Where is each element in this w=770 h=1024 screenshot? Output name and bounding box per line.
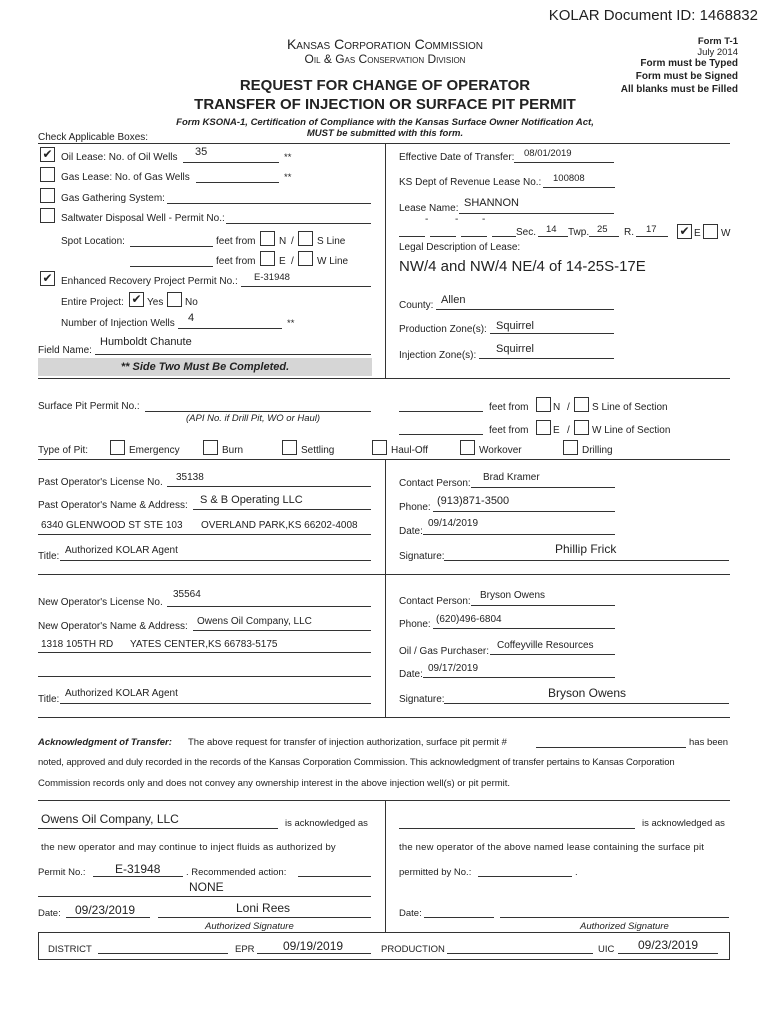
ack-signature-line [158,917,371,918]
er-permit-value: E-31948 [254,272,290,283]
new-purchaser-value: Coffeyville Resources [497,640,594,651]
qtr-line-1 [399,236,425,237]
qtr-line-2 [430,236,456,237]
ack-date-value: 09/23/2019 [75,903,136,917]
pit-ew-line [399,434,483,435]
injection-zone-label: Injection Zone(s): [399,350,477,361]
county-value: Allen [441,294,466,306]
surface-pit-label: Surface Pit Permit No.: [38,401,140,412]
new-date-line [423,677,615,678]
check-boxes-label: Check Applicable Boxes: [38,132,149,143]
new-phone-value: (620)496-6804 [436,614,502,625]
swd-label: Saltwater Disposal Well - Permit No.: [61,213,225,224]
spot-location-label: Spot Location: [61,236,125,247]
pit-drilling-label: Drilling [582,445,613,456]
ks-lease-label: KS Dept of Revenue Lease No.: [399,177,542,188]
ack-permitted-period: . [575,867,578,878]
new-date-label: Date: [399,669,423,680]
spot-n-label: N [279,236,287,247]
new-signature-value: Bryson Owens [548,686,627,700]
new-address-line2: YATES CENTER,KS 66783-5175 [130,639,278,650]
new-contact-line [471,605,615,606]
pit-w-checkbox[interactable] [574,420,589,435]
form-requirement-typed: Form must be Typed [640,58,738,69]
past-signature-value: Phillip Frick [555,542,617,556]
range-e-label: E [694,228,701,239]
effective-date-line [514,162,614,163]
ack-left-company: Owens Oil Company, LLC [41,812,179,826]
qtr-line-4 [492,236,516,237]
pit-w-label: W Line of Section [592,425,671,436]
range-value: 17 [646,224,657,235]
spot-n-checkbox[interactable] [260,231,275,246]
effective-date-value: 08/01/2019 [524,148,572,159]
entire-no-label: No [185,297,198,308]
field-name-line [95,354,371,355]
sec-value: 14 [546,224,557,235]
ack-divider [385,800,386,933]
footer-district-label: DISTRICT [48,944,92,955]
new-name-value: Owens Oil Company, LLC [197,616,312,627]
pit-s-label: S Line of Section [592,402,668,413]
past-address-rule [38,534,371,535]
new-bottom-rule [38,717,730,718]
spot-w-checkbox[interactable] [298,251,313,266]
new-address-rule-2 [38,676,371,677]
past-bottom-rule [38,574,730,575]
twp-value: 25 [597,224,608,235]
side-two-note: ** Side Two Must Be Completed. [38,358,372,376]
production-zone-line [490,333,614,334]
past-signature-label: Signature: [399,551,445,562]
past-title-value: Authorized KOLAR Agent [65,545,178,556]
new-date-value: 09/17/2019 [428,663,479,674]
ack-left-new-operator: the new operator and may continue to inject fluids as authorized by [41,842,336,853]
gas-gathering-line [167,203,371,204]
ack-pit-permit-line [536,747,686,748]
past-name-line [193,509,371,510]
injection-zone-line [479,358,614,359]
spot-ns-line [130,246,213,247]
past-divider [385,459,386,574]
new-license-line [167,606,371,607]
footer-production-line [447,953,593,954]
past-contact-line [471,487,615,488]
ack-top-rule [38,800,730,801]
loc-dash-3: - [482,214,486,225]
oil-lease-checkbox[interactable]: ✔ [40,147,55,162]
pit-workover-label: Workover [479,445,522,456]
ack-signer: Loni Rees [236,901,291,915]
spot-feet-from-ns: feet from [216,236,256,247]
pit-settling-checkbox[interactable] [282,440,297,455]
range-w-checkbox[interactable] [703,224,718,239]
past-title-line [60,560,371,561]
ks-lease-line [543,187,615,188]
ack-recommended-label: . Recommended action: [186,867,287,878]
pit-type-label: Type of Pit: [38,445,89,456]
pit-s-checkbox[interactable] [574,397,589,412]
form-requirement-signed: Form must be Signed [635,71,738,82]
new-license-label: New Operator's License No. [38,597,163,608]
past-license-value: 35138 [176,472,204,483]
spot-e-label: E [279,256,286,267]
enhanced-recovery-checkbox[interactable]: ✔ [40,271,55,286]
entire-yes-checkbox[interactable]: ✔ [129,292,144,307]
ack-left-company-line [38,828,278,829]
ack-line1b: has been [689,737,729,748]
pit-feet-from-ns: feet from [489,402,529,413]
injection-wells-stars: ** [287,318,295,329]
past-contact-value: Brad Kramer [483,472,540,483]
gas-wells-line [196,182,279,183]
ack-date-line [66,917,150,918]
county-label: County: [399,300,434,311]
division-name: Oil & Gas Conservation Division [304,52,466,66]
legal-description-label: Legal Description of Lease: [399,242,521,253]
form-date: July 2014 [697,47,738,58]
ack-right-signature-line [500,917,729,918]
pit-settling-label: Settling [301,445,335,456]
footer-epr-line [257,953,371,954]
pit-n-label: N [553,402,561,413]
entire-project-label: Entire Project: [61,297,124,308]
range-line [636,236,668,237]
injection-wells-line [178,328,282,329]
past-address-line1: 6340 GLENWOOD ST STE 103 [41,520,183,531]
swd-checkbox[interactable] [40,208,55,223]
ack-permit-label: Permit No.: [38,867,86,878]
new-divider [385,574,386,717]
footer-uic-line [618,953,718,954]
field-name-value: Humboldt Chanute [100,336,192,348]
pit-emergency-checkbox[interactable] [110,440,125,455]
past-title-label: Title: [38,551,60,562]
ack-right-is-acknowledged: is acknowledged as [642,818,725,829]
pit-n-checkbox[interactable] [536,397,551,412]
er-permit-line [241,286,371,287]
lease-name-label: Lease Name: [399,203,459,214]
gas-lease-checkbox[interactable] [40,167,55,182]
oil-wells-line [183,162,279,163]
pit-hauloff-checkbox[interactable] [372,440,387,455]
legal-description-value: NW/4 and NW/4 NE/4 of 14-25S-17E [399,258,646,275]
gas-lease-label: Gas Lease: No. of Gas Wells [61,172,190,183]
ack-permit-line [93,876,183,877]
ack-recommended-rule [38,896,371,897]
new-contact-label: Contact Person: [399,596,471,607]
lease-name-value: SHANNON [464,197,520,209]
field-name-label: Field Name: [38,345,92,356]
range-e-checkbox[interactable]: ✔ [677,224,692,239]
past-signature-line [444,560,729,561]
spot-w-label: W Line [317,256,349,267]
new-phone-label: Phone: [399,619,431,630]
form-title-line2: TRANSFER OF INJECTION OR SURFACE PIT PERMIT [194,96,576,113]
ack-permitted-label: permitted by No.: [399,867,472,878]
past-date-label: Date: [399,526,423,537]
pit-e-label: E [553,425,560,436]
past-date-value: 09/14/2019 [428,518,479,529]
section-bottom-rule [38,378,730,379]
pit-workover-checkbox[interactable] [460,440,475,455]
oil-lease-label: Oil Lease: No. of Oil Wells [61,152,178,163]
ack-heading: Acknowledgment of Transfer: [38,737,172,748]
pit-e-checkbox[interactable] [536,420,551,435]
spot-s-label: S Line [317,236,346,247]
past-license-line [167,486,371,487]
past-phone-line [433,511,615,512]
new-title-line [60,703,371,704]
enhanced-recovery-label: Enhanced Recovery Project Permit No.: [61,276,238,287]
past-date-line [423,534,615,535]
new-address-rule [38,652,371,653]
pit-emergency-label: Emergency [129,445,180,456]
footer-district-line [98,953,228,954]
new-signature-line [444,703,729,704]
pit-burn-checkbox[interactable] [203,440,218,455]
sec-line [538,236,568,237]
new-title-label: Title: [38,694,60,705]
new-address-line1: 1318 105TH RD [41,639,114,650]
ack-right-authorized-signature: Authorized Signature [580,921,669,932]
ack-line1a: The above request for transfer of injection authorization, surface pit permit # [188,737,507,748]
new-phone-line [433,628,615,629]
form-title-line1: REQUEST FOR CHANGE OF OPERATOR [239,77,531,94]
spot-ew-line [130,266,213,267]
injection-wells-value: 4 [188,312,195,324]
entire-yes-label: Yes [147,297,164,308]
ack-recommended-value: NONE [189,880,224,894]
ack-permitted-line [478,876,572,877]
swd-line [226,223,371,224]
past-name-value: S & B Operating LLC [200,494,303,506]
gas-wells-stars: ** [284,172,292,183]
pit-burn-label: Burn [222,445,244,456]
ack-recommended-line [298,876,371,877]
form-requirement-filled: All blanks must be Filled [620,84,738,95]
ks-lease-value: 100808 [553,173,585,184]
new-purchaser-label: Oil / Gas Purchaser: [399,646,490,657]
new-contact-value: Bryson Owens [480,590,546,601]
new-purchaser-line [490,654,615,655]
footer-uic-date: 09/23/2019 [638,938,699,952]
new-name-label: New Operator's Name & Address: [38,621,188,632]
agency-name: Kansas Corporation Commission [286,36,484,52]
oil-wells-stars: ** [284,152,292,163]
ack-right-date-label: Date: [399,908,422,919]
past-address-line2: OVERLAND PARK,KS 66202-4008 [201,520,358,531]
production-zone-value: Squirrel [496,320,534,332]
ack-authorized-signature: Authorized Signature [205,921,294,932]
pit-ns-line [399,411,483,412]
pit-hauloff-label: Haul-Off [391,445,429,456]
twp-line [589,236,619,237]
spot-e-checkbox[interactable] [260,251,275,266]
past-contact-label: Contact Person: [399,478,471,489]
spot-slash-2: / [291,256,294,267]
footer-epr-date: 09/19/2019 [283,939,344,953]
range-w-label: W [721,228,731,239]
footer-epr-label: EPR [235,944,255,955]
gas-gathering-checkbox[interactable] [40,188,55,203]
form-id: Form T-1 [697,36,738,47]
api-note: (API No. if Drill Pit, WO or Haul) [186,413,321,424]
new-name-line [193,630,371,631]
past-name-label: Past Operator's Name & Address: [38,500,188,511]
new-license-value: 35564 [173,589,201,600]
form-subtitle-line2: MUST be submitted with this form. [306,128,464,139]
qtr-line-3 [461,236,487,237]
spot-feet-from-ew: feet from [216,256,256,267]
injection-wells-label: Number of Injection Wells [61,318,175,329]
form-subtitle-line1: Form KSONA-1, Certification of Compliance with the Kansas Surface Owner Notification Act, [176,117,594,128]
sec-label: Sec. [516,227,537,238]
past-license-label: Past Operator's License No. [38,477,163,488]
county-line [436,309,614,310]
footer-uic-label: UIC [598,944,615,955]
new-title-value: Authorized KOLAR Agent [65,688,178,699]
ack-line3: Commission records only and does not convey any ownership interest in the above injection well(s) or pit permit. [38,778,511,789]
ack-right-company-line [399,828,635,829]
loc-dash-2: - [455,214,459,225]
pit-slash: / [567,402,570,413]
footer-production-label: PRODUCTION [381,944,445,955]
production-zone-label: Production Zone(s): [399,324,487,335]
ack-left-is-acknowledged: is acknowledged as [285,818,368,829]
oil-wells-value: 35 [195,146,208,158]
entire-no-checkbox[interactable] [167,292,182,307]
range-label: R. [624,227,634,238]
ack-permit-value: E-31948 [115,862,161,876]
new-signature-label: Signature: [399,694,445,705]
loc-dash-1: - [425,214,429,225]
ack-right-date-line [424,917,494,918]
ack-line2: noted, approved and duly recorded in the records of the Kansas Corporation Commission. This acknowledgment of transfer pertains to Kansas Corporation [38,757,675,768]
effective-date-label: Effective Date of Transfer: [399,152,515,163]
past-phone-value: (913)871-3500 [437,495,510,507]
twp-label: Twp. [568,227,590,238]
pit-drilling-checkbox[interactable] [563,440,578,455]
pit-feet-from-ew: feet from [489,425,529,436]
spot-slash: / [291,236,294,247]
past-phone-label: Phone: [399,502,431,513]
injection-zone-value: Squirrel [496,343,534,355]
pit-slash-2: / [567,425,570,436]
section-divider [385,143,386,378]
ack-date-label: Date: [38,908,61,919]
pit-bottom-rule [38,459,730,460]
gas-gathering-label: Gas Gathering System: [61,193,165,204]
spot-s-checkbox[interactable] [298,231,313,246]
ack-right-new-operator: the new operator of the above named lease containing the surface pit [399,842,705,853]
document-id: KOLAR Document ID: 1468832 [548,7,758,24]
surface-pit-line [145,411,371,412]
section-top-rule [38,143,730,144]
